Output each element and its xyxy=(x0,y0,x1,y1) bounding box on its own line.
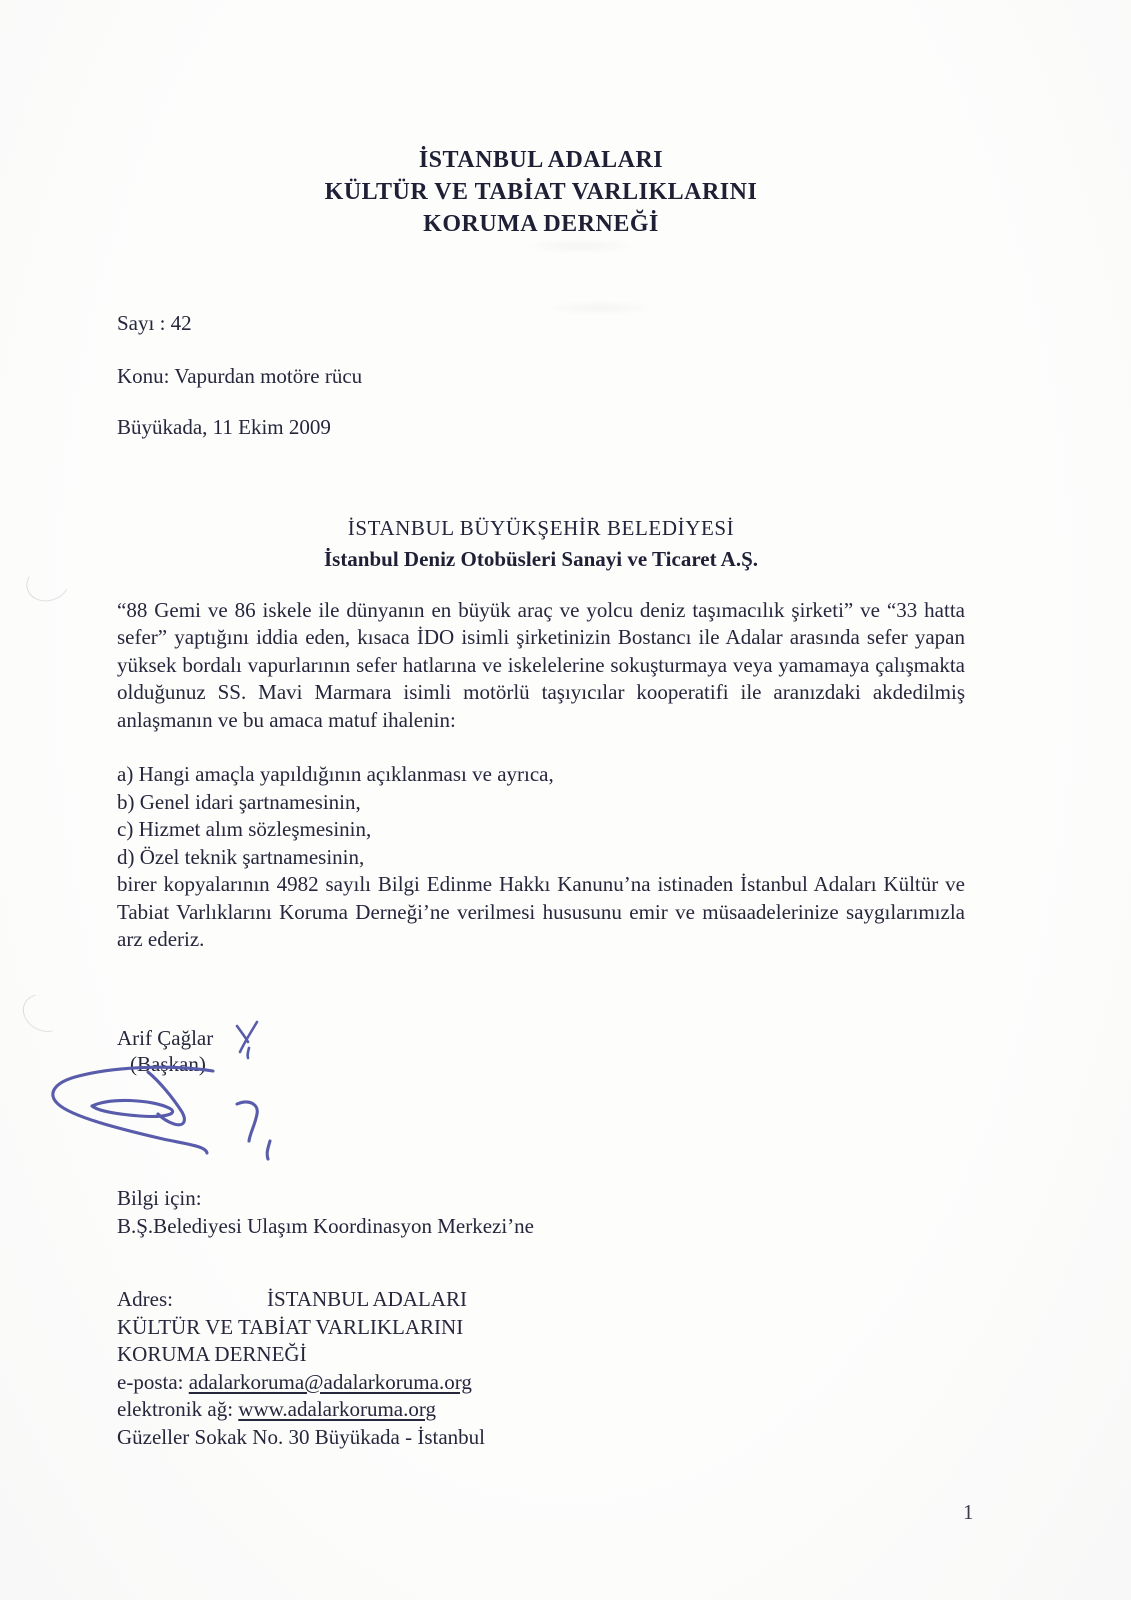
signer-name: Arif Çağlar xyxy=(117,1026,214,1050)
website-label: elektronik ağ: xyxy=(117,1397,239,1421)
scan-artifact-arc xyxy=(22,559,75,607)
footer-address-block xyxy=(117,1286,817,1451)
dateline: Büyükada, 11 Ekim 2009 xyxy=(117,415,331,439)
address-org-line1: İSTANBUL ADALARI xyxy=(267,1287,467,1311)
page-number: 1 xyxy=(963,1500,974,1524)
website-link[interactable]: www.adalarkoruma.org xyxy=(238,1397,436,1421)
letterhead-line1: İSTANBUL ADALARI xyxy=(418,147,664,173)
recipient-company: İstanbul Deniz Otobüsleri Sanayi ve Ticaret A.Ş. xyxy=(323,547,759,571)
recipient-block xyxy=(117,513,965,575)
signature-flourish xyxy=(53,1067,270,1159)
cc-recipient: B.Ş.Belediyesi Ulaşım Koordinasyon Merkezi’ne xyxy=(117,1214,535,1238)
cc-label: Bilgi için: xyxy=(117,1186,202,1210)
list-item-d: d) Özel teknik şartnamesinin, xyxy=(117,844,365,869)
body-paragraph-2: birer kopyalarının 4982 sayılı Bilgi Edinme Hakkı Kanunu’na istinaden İstanbul Adaları Kültür ve Tabiat Varlıklarını Koruma Derneği’ne verilmesi hususunu emir ve müsaadelerinize saygılarımızla arz ederiz. xyxy=(117,872,965,951)
email-line xyxy=(117,1369,817,1397)
address-label: Adres: xyxy=(117,1287,173,1311)
address-org-line2: KÜLTÜR VE TABİAT VARLIKLARINI xyxy=(117,1314,464,1339)
subject-line: Konu: Vapurdan motöre rücu xyxy=(117,364,363,388)
scan-smudge xyxy=(540,300,660,316)
list-item-b: b) Genel idari şartnamesinin, xyxy=(117,789,361,814)
reference-number: Sayı : 42 xyxy=(117,311,192,335)
list-item-a: a) Hangi amaçla yapıldığının açıklanması ve ayrıca, xyxy=(117,762,554,786)
letterhead-line2: KÜLTÜR VE TABİAT VARLIKLARINI xyxy=(324,179,758,205)
handwritten-signature xyxy=(30,1000,350,1180)
letterhead xyxy=(117,144,965,240)
handwritten-y-mark xyxy=(237,1022,257,1058)
address-org-line3: KORUMA DERNEĞİ xyxy=(117,1342,307,1366)
recipient-organization: İSTANBUL BÜYÜKŞEHİR BELEDİYESİ xyxy=(347,516,735,540)
scan-smudge xyxy=(520,238,640,254)
email-label: e-posta: xyxy=(117,1369,189,1394)
letterhead-line3: KORUMA DERNEĞİ xyxy=(423,211,659,237)
email-link[interactable]: adalarkoruma@adalarkoruma.org xyxy=(188,1369,472,1394)
website-line xyxy=(117,1396,817,1424)
address-line-1 xyxy=(117,1286,817,1314)
signer-title: (Başkan) xyxy=(130,1052,206,1076)
street-address: Güzeller Sokak No. 30 Büyükada - İstanbul xyxy=(117,1424,486,1449)
list-item-c: c) Hizmet alım sözleşmesinin, xyxy=(117,817,372,841)
body-paragraph-1: “88 Gemi ve 86 iskele ile dünyanın en büyük araç ve yolcu deniz taşımacılık şirketi” ve “33 hatta sefer” yaptığını iddia eden, kısaca İDO isimli şirketinizin Bostancı ile Adalar arasında sefer yapan yüksek bordalı vapurlarının sefer hatlarına ve iskelelerine sokuşturmaya veya yamamaya çalışmakta olduğunuz SS. Mavi Marmara isimli motörlü taşıyıcılar kooperatifi ile aranızdaki akdedilmiş anlaşmanın ve bu amaca matuf ihalenin: xyxy=(117,598,965,732)
body-list-block xyxy=(117,761,965,954)
